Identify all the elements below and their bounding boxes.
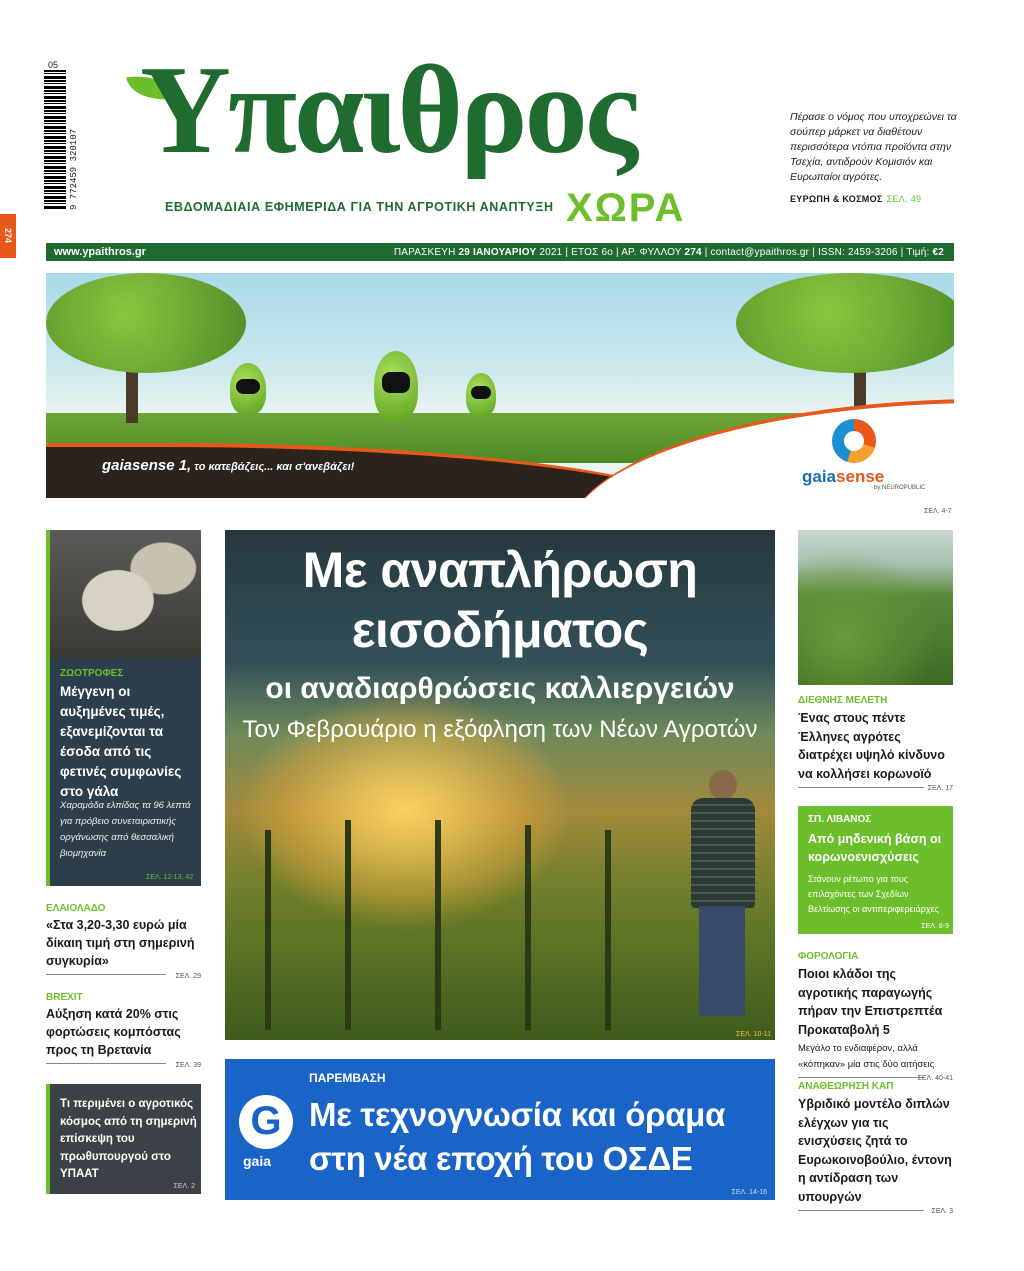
issue-info: ΠΑΡΑΣΚΕΥΗ 29 ΙΑΝΟΥΑΡΙΟΥ 2021 | ΕΤΟΣ 6ο | ΑΡ. ΦΥΛΛΟΥ 274 | contact@ypaithros.gr | ISSN: 2459-3206 | Τιμή: €2 [393,246,944,258]
issue-code: 05 [48,60,59,70]
story-rule [46,1063,166,1064]
orchard-row [265,830,271,1030]
story-kicker: ΠΑΡΕΜΒΑΣΗ [309,1071,386,1085]
story-title: Υβριδικό μοντέλο διπλών ελέγχων για τις ενισχύσεις ζητά το Ευρωκοινοβούλιο, έντονη η αντίδραση των υπουργών [798,1097,952,1204]
story-title: Ποιοι κλάδοι της αγροτικής παραγωγής πήραν την Επιστρεπτέα Προκαταβολή 5 [798,967,943,1037]
farmer-figure [687,770,757,1030]
info-bar [46,243,954,261]
story-kicker: ΕΛΑΙΟΛΑΔΟ [46,903,106,914]
side-tag: 274 [0,214,16,258]
story-subtitle: Μεγάλο το ενδιαφέρον, αλλά «κόπηκαν» μία στις δύο αιτήσεις [798,1043,935,1070]
robot-icon [466,373,496,417]
livestock-feed-story[interactable] [46,530,201,886]
story-page-ref: ΣΕΛ. 3 [931,1208,953,1215]
orchard-row [345,820,351,1030]
masthead-subtitle: ΧΩΡΑ [566,186,686,230]
top-teaser[interactable]: Πέρασε ο νόμος που υποχρεώνει τα σούπερ μάρκετ να διαθέτουν περισσότερα ντόπια προϊόντα στην Τσεχία, αντιδρούν Κομισιόν και Ευρωπαίοι αγρότες. [790,111,957,183]
lead-headline: Με αναπλήρωση εισοδήματος [302,542,698,658]
robot-icon [374,351,418,421]
orchard-row [605,830,611,1030]
story-page-ref: ΣΕΛ. 39 [175,1062,201,1069]
story-page-ref: ΣΕΛ. 40-41 [917,1075,953,1082]
orchard-row [525,825,531,1030]
story-kicker: ΖΩΟΤΡΟΦΕΣ [60,668,124,679]
slogan-brand: gaiasense 1, [102,457,192,474]
story-title: Από μηδενική βάση οι κορωνοενισχύσεις [808,832,942,864]
price: €2 [932,246,944,258]
gaiasense-banner[interactable] [46,273,954,498]
cap-review-story[interactable] [798,1081,953,1215]
tree-right [736,273,954,373]
masthead-tagline: ΕΒΔΟΜΑΔΙΑΙΑ ΕΦΗΜΕΡΙΔΑ ΓΙΑ ΤΗΝ ΑΓΡΟΤΙΚΗ ΑΝΑΠΤΥΞΗ [165,200,554,214]
story-rule [46,974,166,975]
orchard-row [435,820,441,1030]
story-subtitle: Στάνουν ρέτωπο για τους επιλαχόντες των Σχεδίων Βελτίωσης οι αντιπεριφερειάρχες [808,874,939,914]
olive-oil-story[interactable] [46,903,201,980]
story-title: Τι περιμένει ο αγροτικός κόσμος από τη σημερινή επίσκεψη του πρωθυπουργού στο ΥΠΑΑΤ [60,1098,197,1180]
story-title: Με τεχνογνωσία και όραμα στη νέα εποχή του ΟΣΔΕ [309,1096,726,1177]
sheep-photo [50,530,201,658]
lead-story[interactable] [225,530,775,1040]
lead-page-ref: ΣΕΛ. 10-11 [736,1031,771,1038]
story-page-ref: ΣΕΛ. 14-16 [731,1189,767,1196]
issue-date: 29 ΙΑΝΟΥΑΡΙΟΥ [458,246,537,258]
issue-number-label: ΑΡ. ΦΥΛΛΟΥ [621,246,682,258]
covid-study-story[interactable] [798,695,953,792]
story-page-ref: ΣΕΛ. 12-13, 42 [146,874,194,881]
story-page-ref: ΣΕΛ. 2 [173,1183,195,1190]
contact-email[interactable]: contact@ypaithros.gr [710,246,810,258]
story-rule [798,787,924,788]
issn: ISSN: 2459-3206 [817,246,898,258]
taxation-story[interactable] [798,951,953,1082]
osde-story[interactable] [225,1059,775,1200]
slogan-text: το κατεβάζεις... και σ'ανεβάζει! [191,461,355,473]
barcode-bars [44,70,66,210]
issue-day: ΠΑΡΑΣΚΕΥΗ [393,246,456,258]
story-subtitle: Χαραμάδα ελπίδας τα 96 λεπτά για πρόβειο συνεταιριστικής οργάνωσης από θεσσαλική βιομηχανία [60,800,191,859]
teaser-page-ref: ΣΕΛ. 49 [886,194,922,204]
teaser-section-label: ΕΥΡΩΠΗ & ΚΟΣΜΟΣ [790,194,883,204]
website-link[interactable]: www.ypaithros.gr [54,246,146,258]
story-page-ref: ΣΕΛ. 17 [927,785,953,792]
story-title: Μέγγενη οι αυξημένες τιμές, εξανεμίζονται τα έσοδα από τις φετινές συμφωνίες στο γάλα [60,684,182,799]
story-title: Αύξηση κατά 20% στις φορτώσεις κομπόστας προς τη Βρετανία [46,1007,181,1057]
barcode-number: 9 772459 320107 [69,128,79,210]
gaiasense-wordmark-a: gaia [802,467,837,486]
gaiasense-wordmark-b: sense [836,467,885,486]
issue-year: 2021 [539,246,563,258]
masthead-title: Υπαιθρος [140,41,635,180]
story-kicker: ΣΠ. ΛΙΒΑΝΟΣ [808,814,872,825]
story-title: Ένας στους πέντε Έλληνες αγρότες διατρέχει υψηλό κίνδυνο να κολλήσει κορωνοϊό [798,711,945,781]
story-title: «Στα 3,20-3,30 ευρώ μία δίκαιη τιμή στη σημερινή συγκυρία» [46,918,195,968]
story-kicker: ΔΙΕΘΝΗΣ ΜΕΛΕΤΗ [798,695,888,706]
banner-page-ref: ΣΕΛ. 4-7 [924,508,952,515]
story-kicker: ΦΟΡΟΛΟΓΙΑ [798,951,859,962]
barcode [44,70,80,210]
top-teaser-section [790,194,921,204]
gaia-logo-icon [239,1095,293,1149]
issue-volume: ΕΤΟΣ 6ο [571,246,613,258]
robot-icon [230,363,266,415]
story-kicker: BREXIT [46,992,83,1003]
tree-left [46,273,246,373]
story-rule [798,1210,924,1211]
story-page-ref: ΣΕΛ. 8-9 [921,923,949,930]
gaiasense-by: by NEUROPUBLIC [874,485,926,491]
brexit-story[interactable] [46,992,201,1069]
lead-headline-2: οι αναδιαρθρώσεις καλλιεργειών [265,672,735,705]
story-rule [798,1077,924,1078]
pm-visit-story[interactable] [46,1084,201,1194]
lead-subheadline: Τον Φεβρουάριο η εξόφληση των Νέων Αγροτών [242,716,758,743]
gaia-wordmark: gaia [243,1153,272,1169]
story-page-ref: ΣΕΛ. 29 [175,973,201,980]
farmers-field-photo [798,530,953,685]
gaiasense-logo-icon [832,419,876,463]
story-kicker: ΑΝΑΘΕΩΡΗΣΗ ΚΑΠ [798,1081,894,1092]
price-label: Τιμή: [906,246,930,258]
banner-slogan [102,457,354,474]
livanos-story[interactable] [798,806,953,934]
issue-number: 274 [684,246,702,258]
gaiasense-wordmark [802,467,884,487]
